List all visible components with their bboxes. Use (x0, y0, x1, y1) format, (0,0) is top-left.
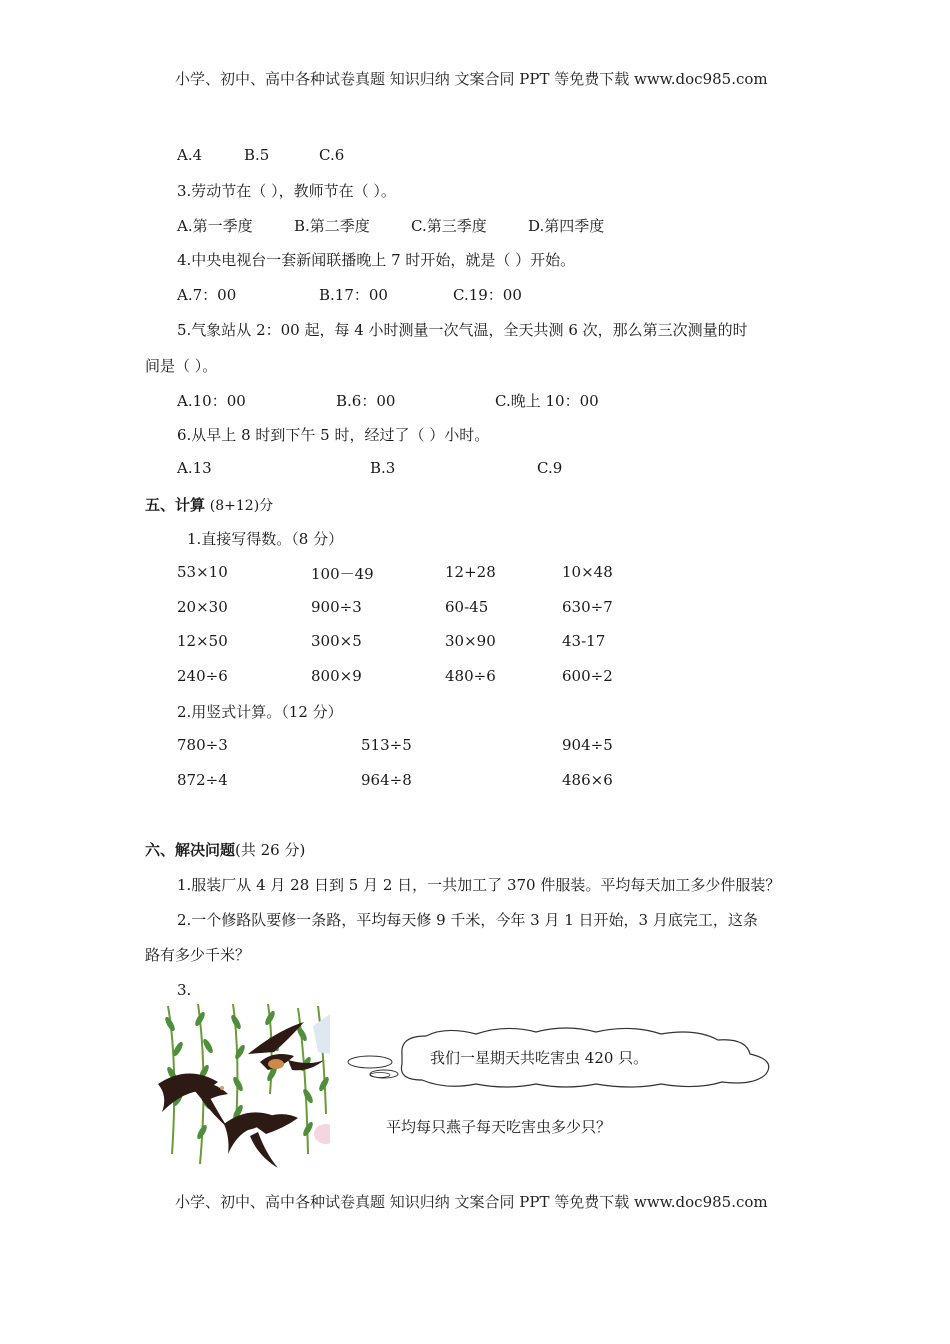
subsection-vertical-heading: 2.用竖式计算。（12 分） (177, 703, 343, 721)
q5-option-b: B.6：00 (336, 392, 396, 410)
vertical-item: 513÷5 (361, 736, 412, 754)
problem-1: 1.服装厂从 4 月 28 日到 5 月 2 日，一共加工了 370 件服装。平均每天加工多少件服装？ (177, 876, 781, 894)
q5-option-c: C.晚上 10：00 (495, 392, 599, 410)
section-6-heading (145, 839, 305, 860)
q2-option-c: C.6 (319, 146, 345, 164)
question-6: 6.从早上 8 时到下午 5 时，经过了（ ）小时。 (177, 426, 490, 444)
q2-option-b: B.5 (244, 146, 270, 164)
oral-item: 630÷7 (562, 598, 613, 616)
oral-item: 480÷6 (445, 667, 496, 685)
oral-item: 600÷2 (562, 667, 613, 685)
q2-option-a: A.4 (177, 146, 203, 164)
q5-option-a: A.10：00 (177, 392, 246, 410)
swallows-illustration (148, 1004, 330, 1170)
oral-item: 900÷3 (311, 598, 362, 616)
vertical-item: 872÷4 (177, 771, 228, 789)
vertical-item: 964÷8 (361, 771, 412, 789)
q6-option-c: C.9 (537, 459, 563, 477)
oral-item: 12+28 (445, 563, 496, 581)
section-5-heading (145, 494, 273, 515)
page-footer: 小学、初中、高中各种试卷真题 知识归纳 文案合同 PPT 等免费下载 www.doc985.com (175, 1193, 768, 1211)
section-5-score: (8+12)分 (209, 498, 274, 514)
question-4: 4.中央电视台一套新闻联播晚上 7 时开始，就是（ ）开始。 (177, 251, 576, 269)
oral-item: 43-17 (562, 632, 606, 650)
problem-2-line1: 2.一个修路队要修一条路，平均每天修 9 千米，今年 3 月 1 日开始，3 月底完工，这条 (177, 911, 758, 929)
oral-item: 20×30 (177, 598, 228, 616)
page-header: 小学、初中、高中各种试卷真题 知识归纳 文案合同 PPT 等免费下载 www.doc985.com (175, 70, 768, 88)
question-3: 3.劳动节在（ ），教师节在（ ）。 (177, 182, 396, 200)
vertical-item: 486×6 (562, 771, 613, 789)
section-5-title: 五、计算 (145, 496, 206, 514)
q6-option-a: A.13 (177, 459, 212, 477)
subsection-oral-heading: 1.直接写得数。（8 分） (187, 530, 344, 548)
oral-item: 800×9 (311, 667, 362, 685)
oral-item: 240÷6 (177, 667, 228, 685)
q4-option-b: B.17：00 (319, 286, 388, 304)
problem-3-question: 平均每只燕子每天吃害虫多少只？ (386, 1118, 612, 1136)
oral-item: 53×10 (177, 563, 228, 581)
section-6-score: (共 26 分) (235, 841, 306, 859)
section-6-title: 六、解决问题 (145, 841, 236, 859)
problem-2-line2: 路有多少千米？ (145, 946, 251, 964)
question-5-line1: 5.气象站从 2：00 起，每 4 小时测量一次气温，全天共测 6 次，那么第三次测量的时 (177, 321, 748, 339)
question-5-line2: 间是（ ）。 (145, 357, 218, 375)
q6-option-b: B.3 (370, 459, 396, 477)
speech-text: 我们一星期天共吃害虫 420 只。 (430, 1049, 649, 1067)
oral-item: 60-45 (445, 598, 489, 616)
q3-option-a: A.第一季度 (177, 217, 253, 235)
oral-item: 10×48 (562, 563, 613, 581)
oral-item: 100－49 (311, 565, 374, 583)
q3-option-b: B.第二季度 (294, 217, 370, 235)
vertical-item: 904÷5 (562, 736, 613, 754)
oral-item: 12×50 (177, 632, 228, 650)
oral-item: 30×90 (445, 632, 496, 650)
q3-option-c: C.第三季度 (411, 217, 487, 235)
q4-option-c: C.19：00 (453, 286, 522, 304)
problem-3-label: 3. (177, 981, 192, 999)
q3-option-d: D.第四季度 (528, 217, 605, 235)
q4-option-a: A.7：00 (177, 286, 237, 304)
vertical-item: 780÷3 (177, 736, 228, 754)
oral-item: 300×5 (311, 632, 362, 650)
